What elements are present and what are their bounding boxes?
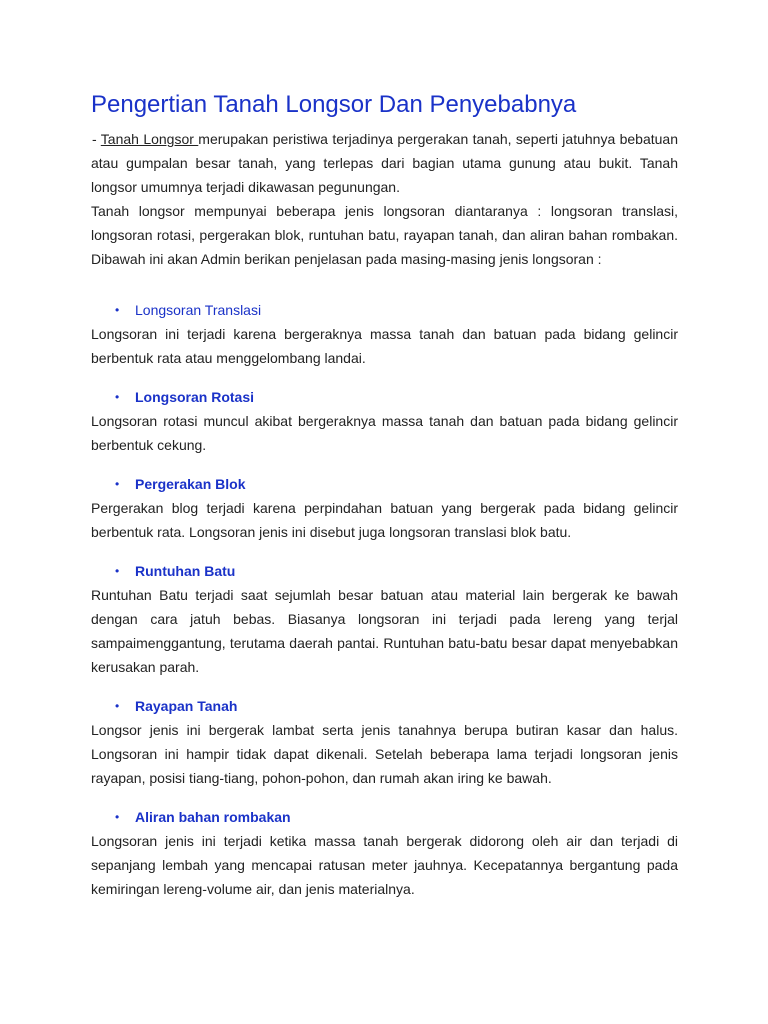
bullet-icon: • — [115, 564, 120, 578]
section-body-rayapan-tanah — [91, 718, 678, 790]
section-body-text: Longsoran ini terjadi karena bergeraknya massa tanah dan batuan pada bidang gelincir berbentuk rata atau menggelombang landai. — [91, 326, 678, 366]
section-heading-longsoran-translasi — [91, 298, 678, 322]
section-heading-label: Rayapan Tanah — [135, 698, 238, 714]
intro-text: merupakan peristiwa terjadinya pergerakan tanah, seperti jatuhnya bebatuan atau gumpalan besar tanah, yang terlepas dari bagian utama gunung atau bukit. Tanah longsor umumnya terjadi dikawasan pegunungan. — [91, 131, 678, 195]
bullet-icon: • — [115, 477, 120, 491]
section-body-text: Longsoran jenis ini terjadi ketika massa tanah bergerak didorong oleh air dan terjadi di sepanjang lembah yang mencapai ratusan meter jauhnya. Kecepatannya bergantung pada kemiringan lereng-volume air, dan jenis materialnya. — [91, 833, 678, 897]
section-body-longsoran-rotasi — [91, 409, 678, 457]
section-body-text: Longsor jenis ini bergerak lambat serta jenis tanahnya berupa butiran kasar dan halus. Longsoran ini hampir tidak dapat dikenali. Setelah beberapa lama terjadi longsoran jenis rayapan, posisi tiang-tiang, pohon-pohon, dan rumah akan iring ke bawah. — [91, 722, 678, 786]
section-heading-rayapan-tanah — [91, 694, 678, 718]
bullet-icon: • — [115, 303, 120, 317]
section-heading-label: Pergerakan Blok — [135, 476, 246, 492]
section-body-text: Runtuhan Batu terjadi saat sejumlah besar batuan atau material lain bergerak ke bawah dengan cara jatuh bebas. Biasanya longsoran ini terjadi pada lereng yang terjal sampaimenggantung, terutama daerah pantai. Runtuhan batu-batu besar dapat menyebabkan kerusakan parah. — [91, 587, 678, 675]
intro-paragraph — [91, 127, 678, 199]
section-heading-label: Runtuhan Batu — [135, 563, 236, 579]
section-body-longsoran-translasi — [91, 322, 678, 370]
document-page — [91, 0, 678, 901]
bullet-icon: • — [115, 699, 120, 713]
section-heading-longsoran-rotasi — [91, 385, 678, 409]
page-title: Pengertian Tanah Longsor Dan Penyebabnya — [91, 91, 577, 118]
section-heading-pergerakan-blok — [91, 472, 678, 496]
section-heading-label: Longsoran Rotasi — [135, 389, 255, 405]
intro-dash: - — [92, 131, 101, 147]
section-heading-label: Longsoran Translasi — [135, 302, 262, 318]
section-heading-label: Aliran bahan rombakan — [135, 809, 291, 825]
section-body-text: Longsoran rotasi muncul akibat bergeraknya massa tanah dan batuan pada bidang gelincir berbentuk cekung. — [91, 413, 678, 453]
section-list — [91, 298, 678, 901]
section-body-pergerakan-blok — [91, 496, 678, 544]
tanah-longsor-link[interactable]: Tanah Longsor — [100, 131, 199, 147]
section-body-runtuhan-batu — [91, 583, 678, 679]
bullet-icon: • — [115, 390, 120, 404]
section-heading-runtuhan-batu — [91, 559, 678, 583]
intro-paragraph-2: Tanah longsor mempunyai beberapa jenis longsoran diantaranya : longsoran translasi, longsoran rotasi, pergerakan blok, runtuhan batu, rayapan tanah, dan aliran bahan rombakan. Dibawah ini akan Admin berikan penjelasan pada masing-masing jenis longsoran : — [91, 203, 678, 267]
section-body-aliran-bahan-rombakan — [91, 829, 678, 901]
bullet-icon: • — [115, 810, 120, 824]
section-heading-aliran-bahan-rombakan — [91, 805, 678, 829]
section-body-text: Pergerakan blog terjadi karena perpindahan batuan yang bergerak pada bidang gelincir berbentuk rata. Longsoran jenis ini disebut juga longsoran translasi blok batu. — [91, 500, 678, 540]
